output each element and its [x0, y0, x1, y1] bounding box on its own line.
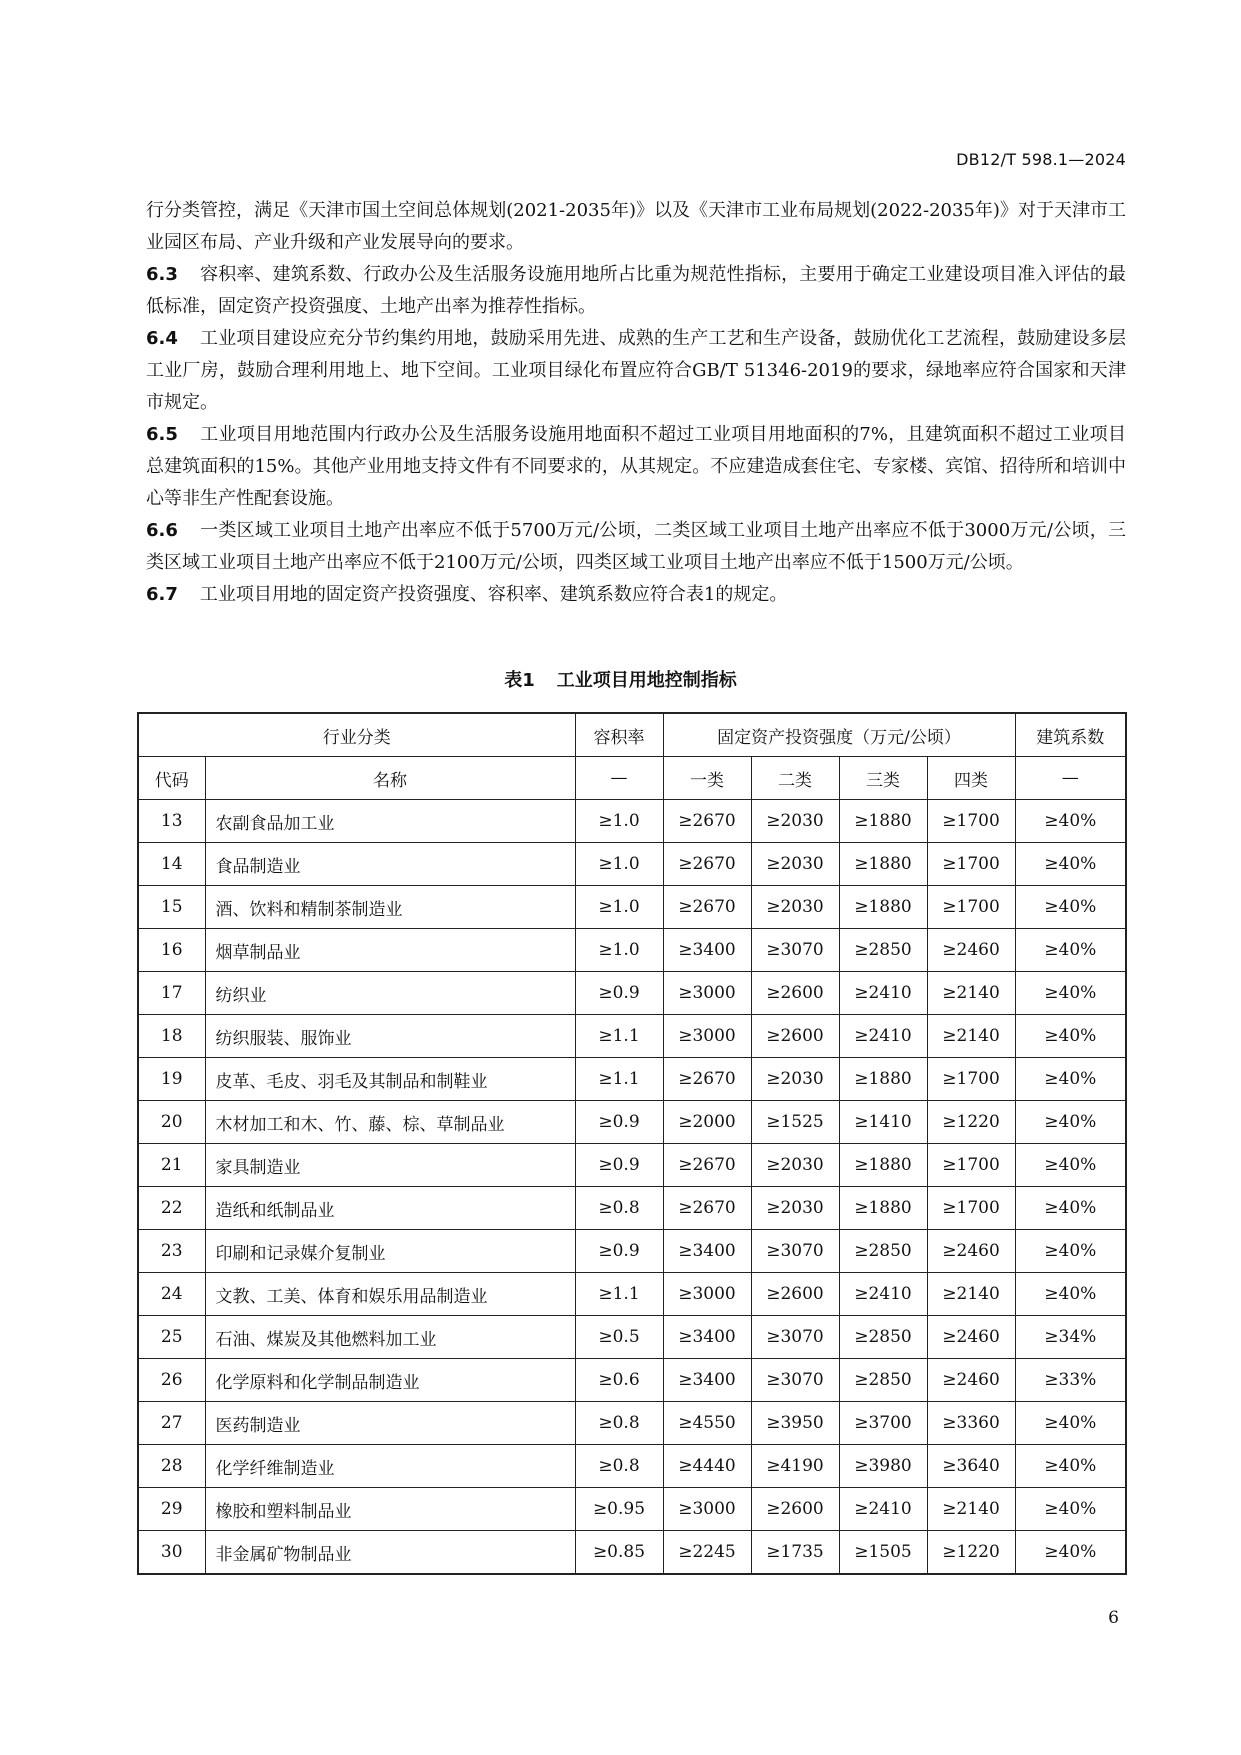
class1-cell: ≥2670 — [663, 1144, 751, 1187]
clause-6-7 — [146, 579, 1126, 611]
class1-cell: ≥3000 — [663, 1488, 751, 1531]
class4-cell: ≥2140 — [927, 972, 1015, 1015]
class1-cell: ≥3000 — [663, 1273, 751, 1316]
far-cell: ≥1.1 — [575, 1015, 663, 1058]
class3-cell: ≥1410 — [839, 1101, 927, 1144]
code-cell: 28 — [138, 1445, 205, 1488]
coverage-cell: ≥40% — [1015, 843, 1126, 886]
far-cell: ≥1.0 — [575, 929, 663, 972]
table-row — [138, 843, 1126, 886]
far-cell: ≥0.9 — [575, 1144, 663, 1187]
name-cell: 家具制造业 — [205, 1144, 575, 1187]
header-industry: 行业分类 — [138, 713, 575, 757]
class3-cell: ≥2410 — [839, 1273, 927, 1316]
class2-cell: ≥3070 — [751, 1359, 839, 1402]
class4-cell: ≥2140 — [927, 1488, 1015, 1531]
coverage-cell: ≥33% — [1015, 1359, 1126, 1402]
name-cell: 橡胶和塑料制品业 — [205, 1488, 575, 1531]
table-caption: 工业项目用地控制指标 — [556, 670, 737, 691]
class4-cell: ≥2460 — [927, 1359, 1015, 1402]
coverage-cell: ≥40% — [1015, 1144, 1126, 1187]
table-row — [138, 1531, 1126, 1575]
class3-cell: ≥2410 — [839, 972, 927, 1015]
class2-cell: ≥2600 — [751, 1273, 839, 1316]
name-cell: 非金属矿物制品业 — [205, 1531, 575, 1575]
code-cell: 24 — [138, 1273, 205, 1316]
class4-cell: ≥1220 — [927, 1101, 1015, 1144]
clause-number: 6.4 — [146, 328, 178, 349]
class1-cell: ≥2670 — [663, 800, 751, 843]
code-cell: 21 — [138, 1144, 205, 1187]
clause-text: 一类区域工业项目土地产出率应不低于5700万元/公顷，二类区域工业项目土地产出率应不低于3000万元/公顷，三类区域工业项目土地产出率应不低于2100万元/公顷，四类区域工业项目土地产出率应不低于1500万元/公顷。 — [146, 520, 1126, 573]
name-cell: 酒、饮料和精制茶制造业 — [205, 886, 575, 929]
table-header-row-1 — [138, 713, 1126, 757]
coverage-cell: ≥40% — [1015, 800, 1126, 843]
table-row — [138, 972, 1126, 1015]
class3-cell: ≥2410 — [839, 1015, 927, 1058]
table-row — [138, 1058, 1126, 1101]
class1-cell: ≥3000 — [663, 1015, 751, 1058]
table-row — [138, 1101, 1126, 1144]
clause-text: 容积率、建筑系数、行政办公及生活服务设施用地所占比重为规范性指标，主要用于确定工业建设项目准入评估的最低标准，固定资产投资强度、土地产出率为推荐性指标。 — [146, 264, 1126, 317]
far-cell: ≥0.6 — [575, 1359, 663, 1402]
page-number: 6 — [1108, 1608, 1119, 1628]
table-row — [138, 1187, 1126, 1230]
name-cell: 纺织业 — [205, 972, 575, 1015]
far-cell: ≥1.0 — [575, 886, 663, 929]
table-row — [138, 886, 1126, 929]
clause-number: 6.7 — [146, 584, 178, 605]
table-label: 表1 — [504, 670, 535, 691]
table-row — [138, 1359, 1126, 1402]
far-cell: ≥0.9 — [575, 1230, 663, 1273]
class3-cell: ≥1880 — [839, 800, 927, 843]
code-cell: 13 — [138, 800, 205, 843]
clause-text: 工业项目建设应充分节约集约用地，鼓励采用先进、成熟的生产工艺和生产设备，鼓励优化工艺流程，鼓励建设多层工业厂房，鼓励合理利用地上、地下空间。工业项目绿化布置应符合GB/T 51346-2019的要求，绿地率应符合国家和天津市规定。 — [146, 328, 1126, 413]
far-cell: ≥0.8 — [575, 1445, 663, 1488]
coverage-cell: ≥40% — [1015, 1230, 1126, 1273]
name-cell: 烟草制品业 — [205, 929, 575, 972]
class1-cell: ≥2245 — [663, 1531, 751, 1575]
class1-cell: ≥2670 — [663, 843, 751, 886]
code-cell: 17 — [138, 972, 205, 1015]
code-cell: 14 — [138, 843, 205, 886]
class2-cell: ≥2600 — [751, 972, 839, 1015]
class2-cell: ≥2030 — [751, 1058, 839, 1101]
coverage-cell: ≥40% — [1015, 1531, 1126, 1575]
clause-text: 工业项目用地范围内行政办公及生活服务设施用地面积不超过工业项目用地面积的7%，且建筑面积不超过工业项目总建筑面积的15%。其他产业用地支持文件有不同要求的，从其规定。不应建造成套住宅、专家楼、宾馆、招待所和培训中心等非生产性配套设施。 — [146, 424, 1126, 509]
coverage-cell: ≥40% — [1015, 886, 1126, 929]
far-cell: ≥0.95 — [575, 1488, 663, 1531]
table-row — [138, 929, 1126, 972]
clause-number: 6.6 — [146, 520, 178, 541]
code-cell: 30 — [138, 1531, 205, 1575]
class3-cell: ≥1880 — [839, 843, 927, 886]
class4-cell: ≥1700 — [927, 843, 1015, 886]
class2-cell: ≥2030 — [751, 1144, 839, 1187]
coverage-cell: ≥40% — [1015, 1015, 1126, 1058]
name-cell: 化学纤维制造业 — [205, 1445, 575, 1488]
clause-number: 6.5 — [146, 424, 178, 445]
clause-6-3 — [146, 259, 1126, 323]
table-title — [0, 666, 1241, 692]
continuation-paragraph: 行分类管控，满足《天津市国土空间总体规划(2021-2035年)》以及《天津市工业布局规划(2022-2035年)》对于天津市工业园区布局、产业升级和产业发展导向的要求。 — [146, 200, 1126, 253]
class4-cell: ≥3640 — [927, 1445, 1015, 1488]
class1-cell: ≥2670 — [663, 1187, 751, 1230]
coverage-cell: ≥34% — [1015, 1316, 1126, 1359]
class2-cell: ≥2600 — [751, 1015, 839, 1058]
class2-cell: ≥1735 — [751, 1531, 839, 1575]
code-cell: 22 — [138, 1187, 205, 1230]
coverage-cell: ≥40% — [1015, 1101, 1126, 1144]
class3-cell: ≥2850 — [839, 1230, 927, 1273]
class2-cell: ≥3070 — [751, 1230, 839, 1273]
class2-cell: ≥3070 — [751, 1316, 839, 1359]
class2-cell: ≥1525 — [751, 1101, 839, 1144]
header-class1: 一类 — [663, 757, 751, 800]
class1-cell: ≥3000 — [663, 972, 751, 1015]
class4-cell: ≥2140 — [927, 1273, 1015, 1316]
coverage-cell: ≥40% — [1015, 1058, 1126, 1101]
class4-cell: ≥1700 — [927, 886, 1015, 929]
class4-cell: ≥1700 — [927, 1144, 1015, 1187]
class3-cell: ≥1505 — [839, 1531, 927, 1575]
class4-cell: ≥2460 — [927, 1230, 1015, 1273]
table-row — [138, 1015, 1126, 1058]
name-cell: 食品制造业 — [205, 843, 575, 886]
code-cell: 29 — [138, 1488, 205, 1531]
code-cell: 26 — [138, 1359, 205, 1402]
class4-cell: ≥2140 — [927, 1015, 1015, 1058]
code-cell: 25 — [138, 1316, 205, 1359]
class3-cell: ≥1880 — [839, 1187, 927, 1230]
class1-cell: ≥2000 — [663, 1101, 751, 1144]
name-cell: 医药制造业 — [205, 1402, 575, 1445]
far-cell: ≥0.8 — [575, 1402, 663, 1445]
class4-cell: ≥2460 — [927, 929, 1015, 972]
header-class2: 二类 — [751, 757, 839, 800]
header-coverage: 建筑系数 — [1015, 713, 1126, 757]
class2-cell: ≥2600 — [751, 1488, 839, 1531]
class4-cell: ≥1220 — [927, 1531, 1015, 1575]
table-row — [138, 1445, 1126, 1488]
header-far: 容积率 — [575, 713, 663, 757]
class4-cell: ≥1700 — [927, 1187, 1015, 1230]
class3-cell: ≥1880 — [839, 886, 927, 929]
class3-cell: ≥3700 — [839, 1402, 927, 1445]
code-cell: 16 — [138, 929, 205, 972]
class2-cell: ≥4190 — [751, 1445, 839, 1488]
header-code: 代码 — [138, 757, 205, 800]
class3-cell: ≥2850 — [839, 1316, 927, 1359]
code-cell: 20 — [138, 1101, 205, 1144]
table-row — [138, 800, 1126, 843]
header-far-unit: — — [575, 757, 663, 800]
class4-cell: ≥1700 — [927, 1058, 1015, 1101]
code-cell: 27 — [138, 1402, 205, 1445]
table-row — [138, 1316, 1126, 1359]
name-cell: 纺织服装、服饰业 — [205, 1015, 575, 1058]
table-row — [138, 1488, 1126, 1531]
header-class4: 四类 — [927, 757, 1015, 800]
class2-cell: ≥3070 — [751, 929, 839, 972]
header-name: 名称 — [205, 757, 575, 800]
name-cell: 文教、工美、体育和娱乐用品制造业 — [205, 1273, 575, 1316]
body-text — [146, 195, 1126, 611]
name-cell: 造纸和纸制品业 — [205, 1187, 575, 1230]
class2-cell: ≥2030 — [751, 843, 839, 886]
class2-cell: ≥2030 — [751, 800, 839, 843]
far-cell: ≥0.9 — [575, 972, 663, 1015]
coverage-cell: ≥40% — [1015, 1488, 1126, 1531]
class3-cell: ≥2410 — [839, 1488, 927, 1531]
clause-6-6 — [146, 515, 1126, 579]
far-cell: ≥1.0 — [575, 843, 663, 886]
table-body — [138, 800, 1126, 1575]
code-cell: 18 — [138, 1015, 205, 1058]
far-cell: ≥1.1 — [575, 1273, 663, 1316]
name-cell: 皮革、毛皮、羽毛及其制品和制鞋业 — [205, 1058, 575, 1101]
class4-cell: ≥1700 — [927, 800, 1015, 843]
class1-cell: ≥3400 — [663, 1359, 751, 1402]
class1-cell: ≥3400 — [663, 1230, 751, 1273]
class3-cell: ≥1880 — [839, 1144, 927, 1187]
class3-cell: ≥3980 — [839, 1445, 927, 1488]
class1-cell: ≥2670 — [663, 886, 751, 929]
class4-cell: ≥3360 — [927, 1402, 1015, 1445]
clause-6-5 — [146, 419, 1126, 515]
coverage-cell: ≥40% — [1015, 972, 1126, 1015]
coverage-cell: ≥40% — [1015, 1402, 1126, 1445]
code-cell: 19 — [138, 1058, 205, 1101]
header-coverage-unit: — — [1015, 757, 1126, 800]
name-cell: 木材加工和木、竹、藤、棕、草制品业 — [205, 1101, 575, 1144]
class2-cell: ≥3950 — [751, 1402, 839, 1445]
document-code: DB12/T 598.1—2024 — [956, 150, 1126, 169]
class3-cell: ≥2850 — [839, 1359, 927, 1402]
coverage-cell: ≥40% — [1015, 1445, 1126, 1488]
clause-text: 工业项目用地的固定资产投资强度、容积率、建筑系数应符合表1的规定。 — [199, 584, 788, 605]
table-row — [138, 1230, 1126, 1273]
class2-cell: ≥2030 — [751, 1187, 839, 1230]
header-class3: 三类 — [839, 757, 927, 800]
class4-cell: ≥2460 — [927, 1316, 1015, 1359]
class1-cell: ≥2670 — [663, 1058, 751, 1101]
far-cell: ≥1.1 — [575, 1058, 663, 1101]
class2-cell: ≥2030 — [751, 886, 839, 929]
coverage-cell: ≥40% — [1015, 1187, 1126, 1230]
name-cell: 农副食品加工业 — [205, 800, 575, 843]
class1-cell: ≥3400 — [663, 929, 751, 972]
class1-cell: ≥4550 — [663, 1402, 751, 1445]
control-index-table — [137, 712, 1127, 1575]
class1-cell: ≥3400 — [663, 1316, 751, 1359]
far-cell: ≥0.5 — [575, 1316, 663, 1359]
coverage-cell: ≥40% — [1015, 1273, 1126, 1316]
name-cell: 印刷和记录媒介复制业 — [205, 1230, 575, 1273]
far-cell: ≥0.85 — [575, 1531, 663, 1575]
coverage-cell: ≥40% — [1015, 929, 1126, 972]
clause-6-4 — [146, 323, 1126, 419]
class1-cell: ≥4440 — [663, 1445, 751, 1488]
table-row — [138, 1273, 1126, 1316]
table-row — [138, 1402, 1126, 1445]
far-cell: ≥0.8 — [575, 1187, 663, 1230]
code-cell: 15 — [138, 886, 205, 929]
table-header-row-2 — [138, 757, 1126, 800]
name-cell: 石油、煤炭及其他燃料加工业 — [205, 1316, 575, 1359]
header-investment: 固定资产投资强度（万元/公顷） — [663, 713, 1015, 757]
clause-number: 6.3 — [146, 264, 178, 285]
class3-cell: ≥2850 — [839, 929, 927, 972]
table-row — [138, 1144, 1126, 1187]
far-cell: ≥0.9 — [575, 1101, 663, 1144]
name-cell: 化学原料和化学制品制造业 — [205, 1359, 575, 1402]
class3-cell: ≥1880 — [839, 1058, 927, 1101]
far-cell: ≥1.0 — [575, 800, 663, 843]
code-cell: 23 — [138, 1230, 205, 1273]
